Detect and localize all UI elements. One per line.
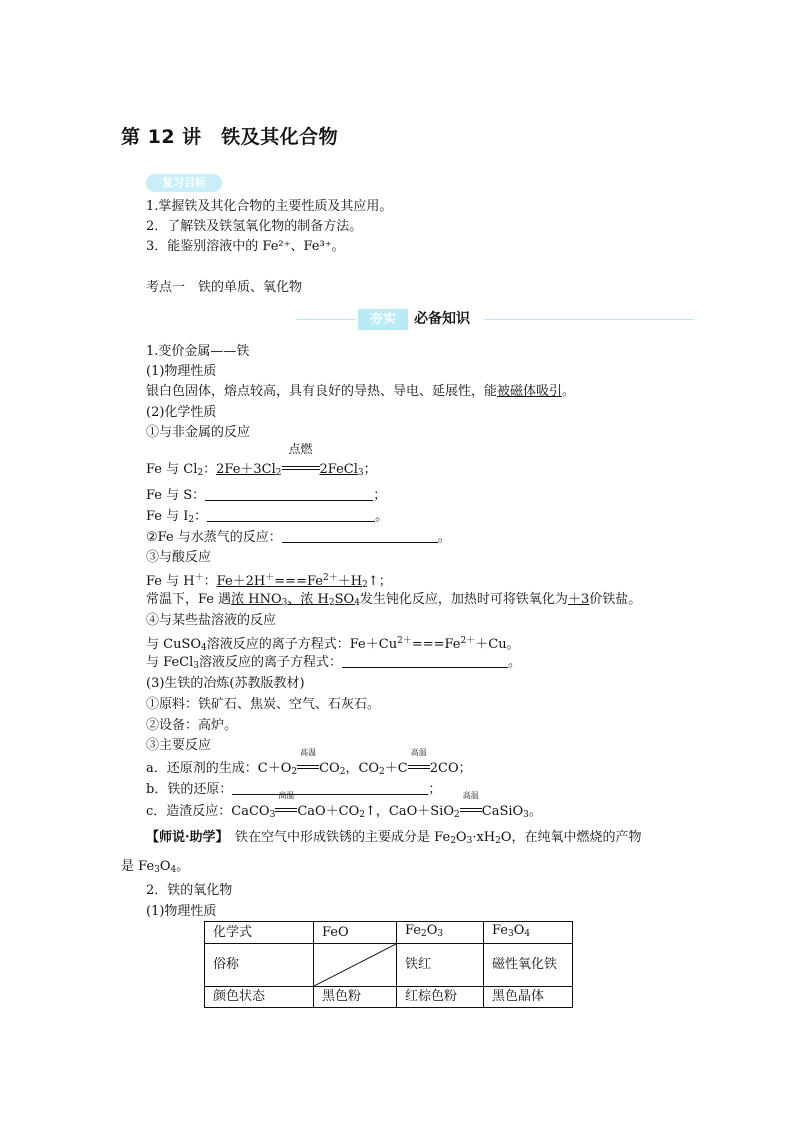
reducer-equation: a．还原剂的生成：$C+O_2$ 高温 $CO_2$，$CO_2+C$ 高温 2CO；: [146, 748, 472, 777]
salt-heading: ④与某些盐溶液的反应: [146, 613, 277, 628]
smelting-equipment: ②设备：高炉。: [146, 718, 238, 733]
banner-title: 必备知识: [414, 311, 470, 327]
table-row: [205, 987, 573, 1008]
cuso4-equation: 与 CuSO$_4$溶液反应的离子方程式：$Fe+Cu^{2+}===Fe^{2+}+Cu$。: [146, 636, 520, 653]
goal-1: 1.掌握铁及其化合物的主要性质及其应用。: [146, 199, 393, 214]
fe-s-line: Fe 与 S： ；: [146, 488, 387, 503]
banner-chip: 夯实: [358, 309, 408, 330]
fe-i2-line: Fe 与 $I_2$： 。: [146, 509, 389, 525]
oxides-heading: 2．铁的氧化物: [146, 883, 233, 898]
table-cell: 红棕色粉: [397, 987, 484, 1008]
physical-text: 银白色固体，熔点较高，具有良好的导热、导电、延展性，能被磁体吸引。: [146, 384, 576, 399]
table-cell: 颜色状态: [205, 987, 314, 1008]
chemical-heading: (2)化学性质: [146, 405, 217, 420]
condition-high-temp: 高温: [300, 748, 317, 757]
review-goals-badge: 复习目标: [146, 174, 222, 192]
banner-rule-right: [484, 319, 694, 320]
goal-2: 2．了解铁及铁氢氧化物的制备方法。: [146, 219, 363, 234]
iron-reduction-blank[interactable]: [232, 780, 428, 795]
table-header-cell: 化学式: [205, 922, 314, 944]
condition-ignite: 点燃: [288, 442, 313, 456]
answer-fe-cl2: $2Fe+3Cl_2$ 点燃 2FeCl$_3$: [216, 442, 364, 478]
fecl3-blank[interactable]: [342, 653, 508, 668]
smelting-reactions-heading: ③主要反应: [146, 738, 212, 753]
goal-3: 3．能鉴别溶液中的 Fe²⁺、Fe³⁺。: [146, 239, 345, 254]
oxides-table: [204, 921, 573, 1008]
table-cell: 黑色晶体: [484, 987, 573, 1008]
tip-line-1: 【师说·助学】 铁在空气中形成铁锈的主要成分是 $Fe_2O_3\cdot xH_2O$，在纯氧中燃烧的产物: [146, 830, 642, 846]
fe-steam-line: ②Fe 与水蒸气的反应： 。: [146, 530, 451, 545]
answer-acids: 浓 $HNO_3$、浓 $H_2SO_4$: [231, 592, 360, 608]
table-cell: 俗称: [205, 944, 314, 987]
answer-magnet: 被磁体吸引: [497, 384, 563, 399]
condition-high-temp: 高温: [462, 791, 479, 800]
tip-line-2: 是 $Fe_3O_4$。: [121, 859, 190, 875]
table-row: [205, 922, 573, 944]
answer-fe-h: $Fe+2H^+===Fe^{2+}+H_2$: [216, 573, 368, 590]
answer-valence: ＋3: [567, 592, 590, 607]
table-header-cell: $Fe_2O_3$: [397, 922, 484, 944]
physical-heading: (1)物理性质: [146, 364, 217, 379]
page-title: 第 12 讲 铁及其化合物: [121, 126, 339, 148]
table-cell: 铁红: [397, 944, 484, 987]
heading-iron: 1.变价金属——铁: [146, 344, 250, 359]
nonmetal-heading: ①与非金属的反应: [146, 425, 251, 440]
table-cell-slash: [314, 944, 397, 987]
acid-heading: ③与酸反应: [146, 550, 212, 565]
table-row: [205, 944, 573, 987]
oxides-physical-heading: (1)物理性质: [146, 904, 217, 919]
fe-steam-blank[interactable]: [282, 528, 438, 543]
fe-cl2-equation: Fe 与 $Cl_2$：$2Fe+3Cl_2$ 点燃 2FeCl$_3$；: [146, 442, 377, 478]
table-cell: 黑色粉: [314, 987, 397, 1008]
table-cell: 磁性氧化铁: [484, 944, 573, 987]
passivation-line: 常温下，Fe 遇浓 $HNO_3$、浓 $H_2SO_4$发生钝化反应，加热时可将铁氧化为＋3价铁盐。: [146, 592, 642, 608]
condition-high-temp: 高温: [278, 791, 295, 800]
table-header-cell: $Fe_3O_4$: [484, 922, 573, 944]
iron-reduction-line: b．铁的还原： ；: [146, 782, 442, 797]
slag-equation: c．造渣反应：CaCO$_3$ 高温 $CaO+CO_2↑$，CaO＋SiO$_2$ 高温 CaSiO$_3$。: [146, 791, 542, 820]
smelting-materials: ①原料：铁矿石、焦炭、空气、石灰石。: [146, 697, 381, 712]
section-heading: 考点一 铁的单质、氧化物: [146, 280, 303, 295]
fe-h-equation: Fe 与 H＋：$Fe+2H^+===Fe^{2+}+H_2↑$；: [146, 573, 392, 590]
fecl3-line: 与 FeCl$_3$溶液反应的离子方程式： 。: [146, 655, 522, 671]
fe-s-blank[interactable]: [205, 486, 373, 501]
table-header-cell: FeO: [314, 922, 397, 944]
smelting-heading: (3)生铁的冶炼(苏教版教材): [146, 676, 305, 691]
fe-i2-blank[interactable]: [207, 507, 375, 522]
diagonal-slash: [314, 944, 396, 986]
banner-rule-left: [296, 319, 356, 320]
tip-label: 【师说·助学】: [146, 830, 223, 845]
condition-high-temp: 高温: [410, 748, 427, 757]
